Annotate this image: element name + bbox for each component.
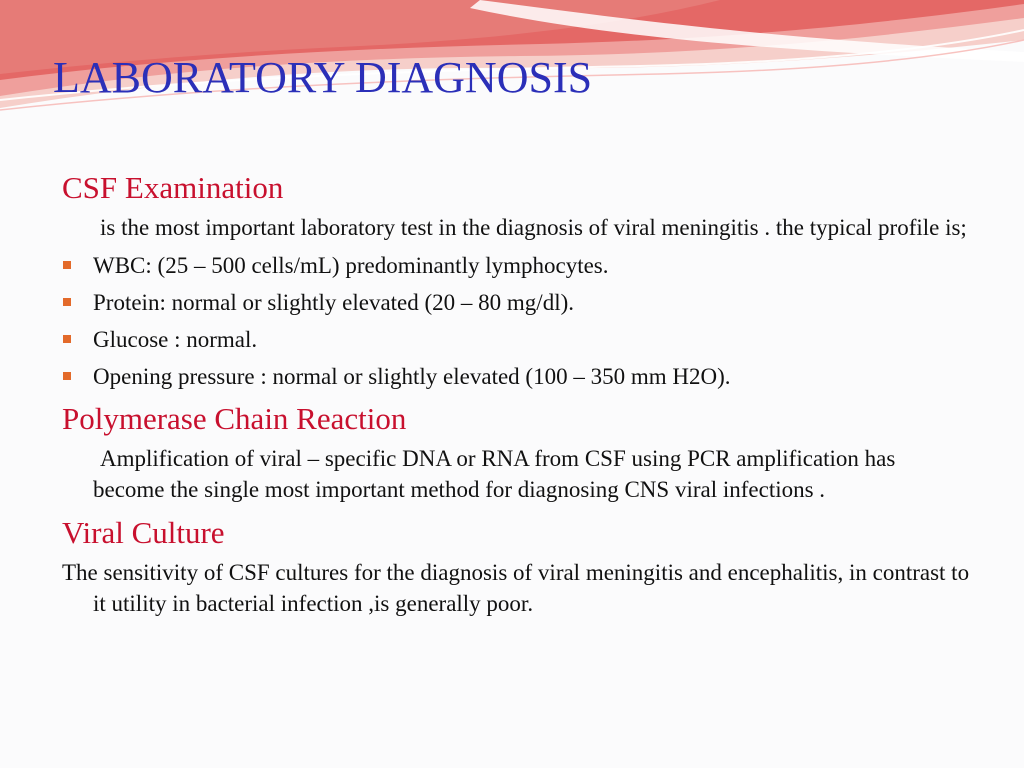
list-item-text: WBC: (25 – 500 cells/mL) predominantly lymphocytes.: [93, 253, 609, 278]
pcr-text: [62, 443, 972, 505]
slide-content: [62, 168, 972, 619]
square-bullet-icon: [63, 261, 71, 269]
csf-intro: [62, 212, 972, 243]
culture-text: The sensitivity of CSF cultures for the diagnosis of viral meningitis and encephalitis, in contrast to it utility in bacterial infection ,is generally poor.: [62, 560, 970, 616]
pcr-text-body: Amplification of viral – specific DNA or RNA from CSF using PCR amplification has become the single most important method for diagnosing CNS viral infections .: [93, 446, 896, 502]
csf-heading: CSF Examination: [62, 170, 284, 205]
square-bullet-icon: [63, 372, 71, 380]
csf-intro-text: is the most important laboratory test in the diagnosis of viral meningitis . the typical profile is;: [100, 215, 967, 240]
csf-profile-list: [62, 247, 972, 395]
culture-heading: Viral Culture: [62, 515, 225, 550]
list-item: [62, 247, 972, 284]
pcr-heading: Polymerase Chain Reaction: [62, 401, 407, 436]
list-item-text: Opening pressure : normal or slightly elevated (100 – 350 mm H2O).: [93, 364, 731, 389]
slide-title: LABORATORY DIAGNOSIS: [53, 53, 593, 102]
list-item: [62, 284, 972, 321]
square-bullet-icon: [63, 335, 71, 343]
list-item: [62, 321, 972, 358]
list-item: [62, 358, 972, 395]
list-item-text: Protein: normal or slightly elevated (20 – 80 mg/dl).: [93, 290, 575, 315]
square-bullet-icon: [63, 298, 71, 306]
list-item-text: Glucose : normal.: [93, 327, 258, 352]
